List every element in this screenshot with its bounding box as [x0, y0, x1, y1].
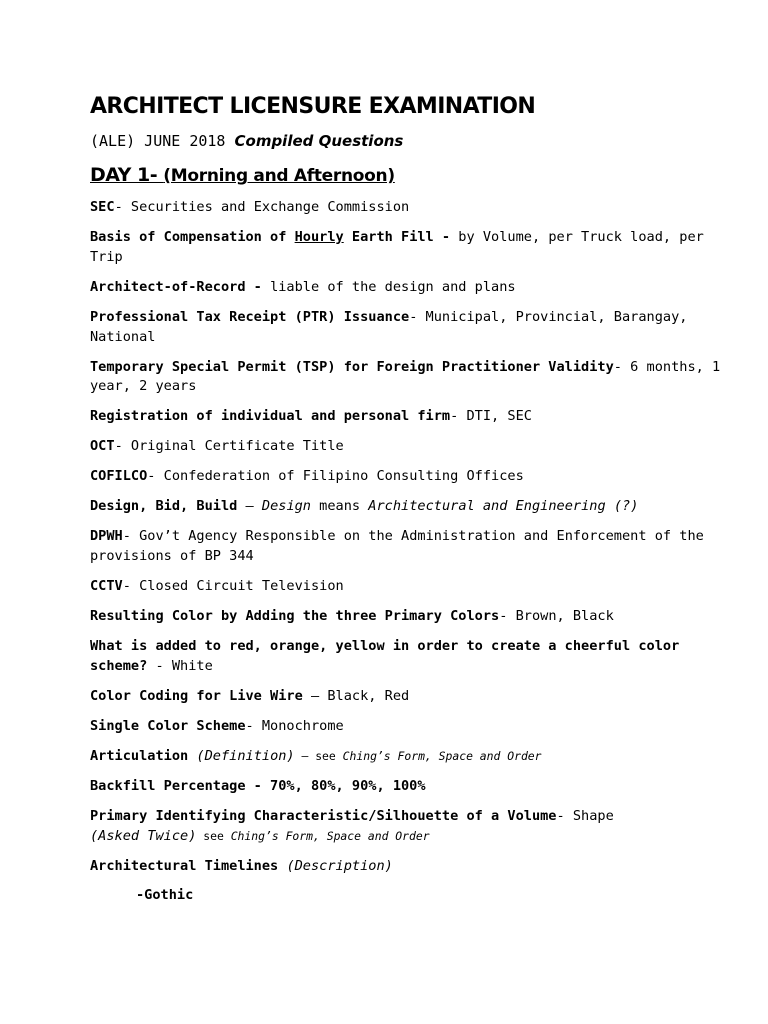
entry-italic-note: (Asked Twice): [90, 827, 197, 844]
entry-term: Registration of individual and personal firm: [90, 408, 451, 425]
entry-term: OCT: [90, 438, 115, 455]
entry-text: - Securities and Exchange Commission: [114, 199, 410, 215]
entry-text: - Municipal, Provincial, Barangay, National: [90, 308, 688, 345]
entry-single-color: [90, 717, 730, 737]
entry-text: - Original Certificate Title: [114, 438, 344, 455]
entry-term: Professional Tax Receipt (PTR) Issuance: [90, 308, 410, 325]
entry-earth-fill: [90, 228, 730, 268]
entry-text-see: see: [196, 828, 231, 843]
entry-cheerful-scheme: [90, 637, 730, 677]
entry-italic-note: (Description): [286, 857, 393, 874]
entry-text: - Confederation of Filipino Consulting Offices: [147, 468, 524, 485]
entry-text: – see: [294, 748, 343, 763]
document-title: ARCHITECT LICENSURE EXAMINATION: [90, 94, 536, 119]
entry-term: SEC: [90, 199, 115, 215]
entry-term: CCTV: [90, 578, 123, 595]
entry-cctv: [90, 577, 730, 597]
entry-term: -Gothic: [136, 887, 194, 904]
entry-term: What is added to red, orange, yellow in order to create a cheerful color scheme?: [90, 638, 680, 674]
day-label: DAY 1-: [90, 164, 164, 186]
entry-silhouette: [90, 807, 730, 847]
entry-term: Articulation: [90, 747, 189, 764]
entry-text: - DTI, SEC: [450, 408, 532, 425]
entry-architect-of-record: [90, 278, 730, 298]
day-heading: [90, 161, 730, 190]
entry-italic-note: (Definition): [196, 747, 295, 764]
entry-italic-text: Architectural and Engineering (?): [368, 498, 639, 515]
entry-text: - Monochrome: [245, 717, 344, 734]
entry-text: means: [311, 498, 369, 515]
entry-primary-colors: [90, 607, 730, 627]
entry-backfill: [90, 777, 730, 797]
entry-term: Architectural Timelines: [90, 857, 279, 874]
entry-term: DPWH: [90, 528, 123, 545]
entry-term-post: Earth Fill -: [343, 228, 459, 245]
document-subtitle: [90, 130, 730, 152]
subtitle-italic: Compiled Questions: [234, 132, 404, 150]
document-page: [90, 92, 730, 916]
entry-term: Primary Identifying Characteristic/Silhouette of a Volume: [90, 807, 557, 824]
entry-text: liable of the design and plans: [270, 278, 516, 295]
entry-term: Color Coding for Live Wire: [90, 687, 303, 704]
entry-design-bid-build: [90, 497, 730, 517]
entry-text: - Shape: [556, 807, 614, 824]
entry-term: Backfill Percentage - 70%, 80%, 90%, 100%: [90, 777, 426, 794]
entry-registration: [90, 407, 730, 427]
entry-text: - 6 months, 1 year, 2 years: [90, 358, 721, 395]
entry-term: Design, Bid, Build: [90, 498, 238, 515]
entry-term: Resulting Color by Adding the three Primary Colors: [90, 608, 500, 625]
entry-text: - White: [147, 657, 213, 674]
entry-term-pre: Basis of Compensation of: [90, 228, 295, 245]
subtitle-plain: (ALE) JUNE 2018: [90, 132, 235, 150]
entry-italic-word: Design: [261, 498, 311, 515]
entry-text: - Brown, Black: [499, 608, 614, 625]
entry-term-underlined: Hourly: [294, 228, 344, 245]
entry-term: Temporary Special Permit (TSP) for Foreign Practitioner Validity: [90, 358, 614, 375]
entry-term: COFILCO: [90, 468, 148, 485]
entry-text: - Closed Circuit Television: [122, 578, 344, 595]
entry-tsp: [90, 358, 730, 398]
entry-ptr: [90, 308, 730, 348]
entry-term: Single Color Scheme: [90, 717, 246, 734]
entry-oct: [90, 437, 730, 457]
entry-reference: Ching’s Form, Space and Order: [230, 828, 430, 843]
entry-dpwh: [90, 527, 730, 567]
entry-timelines: [90, 857, 730, 877]
entry-term: Architect-of-Record -: [90, 278, 271, 295]
day-detail: (Morning and Afternoon): [163, 166, 395, 186]
entry-text: – Black, Red: [302, 687, 410, 704]
entry-dash: –: [237, 498, 262, 515]
entry-cofilco: [90, 467, 730, 487]
entry-text: by Volume, per Truck load, per Trip: [90, 228, 704, 265]
entry-gothic: [90, 886, 730, 906]
entry-articulation: [90, 747, 730, 767]
entry-text: - Gov’t Agency Responsible on the Administration and Enforcement of the provisions of BP 344: [90, 528, 704, 565]
entry-live-wire: [90, 687, 730, 707]
entry-sec: [90, 198, 730, 218]
entry-reference: Ching’s Form, Space and Order: [342, 748, 542, 763]
